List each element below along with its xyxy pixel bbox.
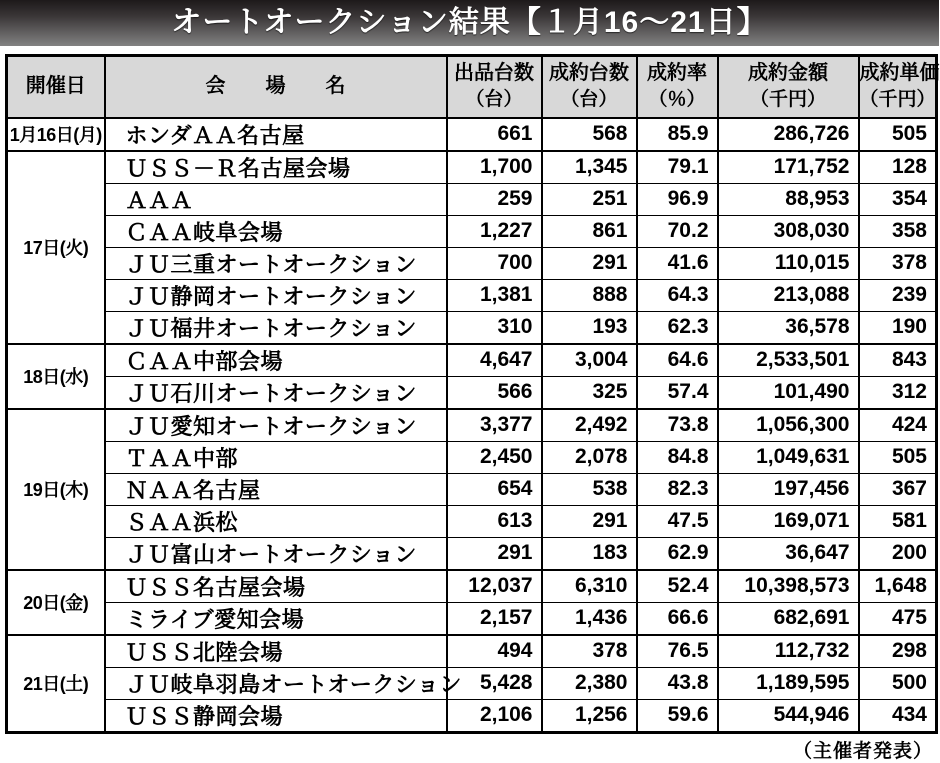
sold-count-cell: 325 bbox=[542, 376, 637, 409]
table-header bbox=[7, 56, 940, 118]
table-row bbox=[7, 183, 937, 215]
unit-price-cell: 312 bbox=[859, 376, 937, 409]
contract-amount-cell: 1,056,300 bbox=[718, 409, 859, 442]
contract-amount-cell: 308,030 bbox=[718, 215, 859, 247]
venue-cell: ＵＳＳ北陸会場 bbox=[105, 635, 447, 668]
listed-count-cell: 654 bbox=[447, 473, 542, 505]
listed-count-cell: 4,647 bbox=[447, 344, 542, 377]
contract-amount-cell: 88,953 bbox=[718, 183, 859, 215]
contract-amount-cell: 1,049,631 bbox=[718, 441, 859, 473]
col-header-rate bbox=[637, 56, 718, 118]
sold-count-cell: 2,078 bbox=[542, 441, 637, 473]
unit-price-cell: 843 bbox=[859, 344, 937, 377]
table-row bbox=[7, 279, 937, 311]
venue-cell: ＪＵ愛知オートオークション bbox=[105, 409, 447, 442]
header-unit: （％） bbox=[648, 89, 706, 111]
header-label: 成約台数 bbox=[549, 62, 629, 85]
sold-count-cell: 861 bbox=[542, 215, 637, 247]
date-cell: 1月16日(月) bbox=[7, 118, 105, 151]
contract-rate-cell: 66.6 bbox=[637, 602, 718, 635]
date-cell: 18日(水) bbox=[7, 344, 105, 409]
header-label: 成約金額 bbox=[748, 62, 828, 85]
table-row bbox=[7, 667, 937, 699]
sold-count-cell: 291 bbox=[542, 505, 637, 537]
table-row bbox=[7, 409, 937, 442]
venue-cell: ＪＵ石川オートオークション bbox=[105, 376, 447, 409]
header-label: 出品台数 bbox=[454, 62, 534, 85]
contract-rate-cell: 62.3 bbox=[637, 311, 718, 344]
table-row bbox=[7, 151, 937, 184]
unit-price-cell: 500 bbox=[859, 667, 937, 699]
listed-count-cell: 2,106 bbox=[447, 699, 542, 732]
unit-price-cell: 475 bbox=[859, 602, 937, 635]
venue-cell: ＮＡＡ名古屋 bbox=[105, 473, 447, 505]
contract-amount-cell: 101,490 bbox=[718, 376, 859, 409]
header-unit: （千円） bbox=[859, 89, 936, 111]
listed-count-cell: 661 bbox=[447, 118, 542, 151]
listed-count-cell: 2,157 bbox=[447, 602, 542, 635]
unit-price-cell: 505 bbox=[859, 118, 937, 151]
header-unit: （台） bbox=[560, 89, 618, 111]
sold-count-cell: 251 bbox=[542, 183, 637, 215]
unit-price-cell: 1,648 bbox=[859, 570, 937, 603]
contract-rate-cell: 82.3 bbox=[637, 473, 718, 505]
listed-count-cell: 3,377 bbox=[447, 409, 542, 442]
date-cell: 17日(火) bbox=[7, 151, 105, 344]
contract-rate-cell: 64.3 bbox=[637, 279, 718, 311]
table-body bbox=[7, 118, 937, 733]
contract-amount-cell: 197,456 bbox=[718, 473, 859, 505]
auction-results-table bbox=[5, 54, 938, 734]
venue-cell: ＣＡＡ岐阜会場 bbox=[105, 215, 447, 247]
listed-count-cell: 1,381 bbox=[447, 279, 542, 311]
sold-count-cell: 1,256 bbox=[542, 699, 637, 732]
venue-cell: ＪＵ富山オートオークション bbox=[105, 537, 447, 570]
unit-price-cell: 128 bbox=[859, 151, 937, 184]
contract-amount-cell: 286,726 bbox=[718, 118, 859, 151]
contract-rate-cell: 84.8 bbox=[637, 441, 718, 473]
unit-price-cell: 354 bbox=[859, 183, 937, 215]
col-header-sold bbox=[542, 56, 637, 118]
table-row bbox=[7, 473, 937, 505]
contract-rate-cell: 73.8 bbox=[637, 409, 718, 442]
contract-amount-cell: 682,691 bbox=[718, 602, 859, 635]
contract-rate-cell: 76.5 bbox=[637, 635, 718, 668]
unit-price-cell: 190 bbox=[859, 311, 937, 344]
contract-amount-cell: 36,647 bbox=[718, 537, 859, 570]
sold-count-cell: 1,436 bbox=[542, 602, 637, 635]
table-row bbox=[7, 635, 937, 668]
date-cell: 21日(土) bbox=[7, 635, 105, 733]
venue-cell: ＵＳＳ－Ｒ名古屋会場 bbox=[105, 151, 447, 184]
contract-rate-cell: 70.2 bbox=[637, 215, 718, 247]
table-header-row bbox=[7, 56, 937, 118]
venue-cell: ＪＵ静岡オートオークション bbox=[105, 279, 447, 311]
table-row bbox=[7, 537, 937, 570]
sold-count-cell: 2,492 bbox=[542, 409, 637, 442]
title-banner bbox=[0, 0, 939, 46]
venue-cell: ＳＡＡ浜松 bbox=[105, 505, 447, 537]
col-header-amount bbox=[718, 56, 859, 118]
sold-count-cell: 183 bbox=[542, 537, 637, 570]
sold-count-cell: 2,380 bbox=[542, 667, 637, 699]
contract-amount-cell: 213,088 bbox=[718, 279, 859, 311]
page-title: オートオークション結果【１月16～21日】 bbox=[171, 6, 768, 39]
venue-cell: ミライブ愛知会場 bbox=[105, 602, 447, 635]
listed-count-cell: 5,428 bbox=[447, 667, 542, 699]
sold-count-cell: 193 bbox=[542, 311, 637, 344]
venue-cell: ＵＳＳ静岡会場 bbox=[105, 699, 447, 732]
contract-rate-cell: 62.9 bbox=[637, 537, 718, 570]
table-row bbox=[7, 602, 937, 635]
contract-rate-cell: 59.6 bbox=[637, 699, 718, 732]
header-unit: （台） bbox=[465, 89, 523, 111]
contract-amount-cell: 171,752 bbox=[718, 151, 859, 184]
table-row bbox=[7, 344, 937, 377]
venue-cell: ＵＳＳ名古屋会場 bbox=[105, 570, 447, 603]
unit-price-cell: 434 bbox=[859, 699, 937, 732]
listed-count-cell: 613 bbox=[447, 505, 542, 537]
venue-cell: ホンダＡＡ名古屋 bbox=[105, 118, 447, 151]
venue-cell: ＴＡＡ中部 bbox=[105, 441, 447, 473]
venue-cell: ＪＵ三重オートオークション bbox=[105, 247, 447, 279]
sold-count-cell: 291 bbox=[542, 247, 637, 279]
unit-price-cell: 424 bbox=[859, 409, 937, 442]
contract-amount-cell: 36,578 bbox=[718, 311, 859, 344]
table-row bbox=[7, 699, 937, 732]
listed-count-cell: 12,037 bbox=[447, 570, 542, 603]
unit-price-cell: 581 bbox=[859, 505, 937, 537]
col-header-date bbox=[7, 56, 105, 118]
table-row bbox=[7, 505, 937, 537]
sold-count-cell: 3,004 bbox=[542, 344, 637, 377]
listed-count-cell: 1,227 bbox=[447, 215, 542, 247]
contract-rate-cell: 96.9 bbox=[637, 183, 718, 215]
contract-rate-cell: 57.4 bbox=[637, 376, 718, 409]
contract-amount-cell: 112,732 bbox=[718, 635, 859, 668]
header-label: 成約率 bbox=[647, 62, 707, 85]
venue-cell: ＪＵ岐阜羽島オートオークション bbox=[105, 667, 447, 699]
contract-rate-cell: 41.6 bbox=[637, 247, 718, 279]
col-header-listed bbox=[447, 56, 542, 118]
listed-count-cell: 1,700 bbox=[447, 151, 542, 184]
table-row bbox=[7, 247, 937, 279]
unit-price-cell: 378 bbox=[859, 247, 937, 279]
contract-amount-cell: 544,946 bbox=[718, 699, 859, 732]
header-label: 開催日 bbox=[25, 75, 86, 98]
sold-count-cell: 568 bbox=[542, 118, 637, 151]
header-label: 成約単価 bbox=[859, 62, 940, 85]
contract-rate-cell: 79.1 bbox=[637, 151, 718, 184]
unit-price-cell: 367 bbox=[859, 473, 937, 505]
listed-count-cell: 700 bbox=[447, 247, 542, 279]
contract-amount-cell: 1,189,595 bbox=[718, 667, 859, 699]
table-row bbox=[7, 118, 937, 151]
table-row bbox=[7, 376, 937, 409]
table-row bbox=[7, 441, 937, 473]
unit-price-cell: 358 bbox=[859, 215, 937, 247]
date-cell: 20日(金) bbox=[7, 570, 105, 635]
table-row bbox=[7, 215, 937, 247]
listed-count-cell: 259 bbox=[447, 183, 542, 215]
unit-price-cell: 505 bbox=[859, 441, 937, 473]
sold-count-cell: 378 bbox=[542, 635, 637, 668]
venue-cell: ＪＵ福井オートオークション bbox=[105, 311, 447, 344]
col-header-unit-price bbox=[859, 56, 940, 118]
table-row bbox=[7, 311, 937, 344]
contract-rate-cell: 64.6 bbox=[637, 344, 718, 377]
sold-count-cell: 6,310 bbox=[542, 570, 637, 603]
unit-price-cell: 298 bbox=[859, 635, 937, 668]
venue-cell: ＡＡＡ bbox=[105, 183, 447, 215]
contract-amount-cell: 110,015 bbox=[718, 247, 859, 279]
contract-amount-cell: 2,533,501 bbox=[718, 344, 859, 377]
sold-count-cell: 538 bbox=[542, 473, 637, 505]
contract-rate-cell: 43.8 bbox=[637, 667, 718, 699]
contract-amount-cell: 169,071 bbox=[718, 505, 859, 537]
listed-count-cell: 2,450 bbox=[447, 441, 542, 473]
table-row bbox=[7, 570, 937, 603]
listed-count-cell: 291 bbox=[447, 537, 542, 570]
venue-cell: ＣＡＡ中部会場 bbox=[105, 344, 447, 377]
contract-rate-cell: 47.5 bbox=[637, 505, 718, 537]
contract-rate-cell: 85.9 bbox=[637, 118, 718, 151]
source-note: （主催者発表） bbox=[792, 740, 933, 762]
unit-price-cell: 200 bbox=[859, 537, 937, 570]
sold-count-cell: 1,345 bbox=[542, 151, 637, 184]
listed-count-cell: 310 bbox=[447, 311, 542, 344]
unit-price-cell: 239 bbox=[859, 279, 937, 311]
contract-rate-cell: 52.4 bbox=[637, 570, 718, 603]
header-unit: （千円） bbox=[749, 89, 826, 111]
contract-amount-cell: 10,398,573 bbox=[718, 570, 859, 603]
header-label: 会 場 名 bbox=[205, 75, 346, 98]
listed-count-cell: 494 bbox=[447, 635, 542, 668]
date-cell: 19日(木) bbox=[7, 409, 105, 570]
listed-count-cell: 566 bbox=[447, 376, 542, 409]
sold-count-cell: 888 bbox=[542, 279, 637, 311]
col-header-venue bbox=[105, 56, 447, 118]
